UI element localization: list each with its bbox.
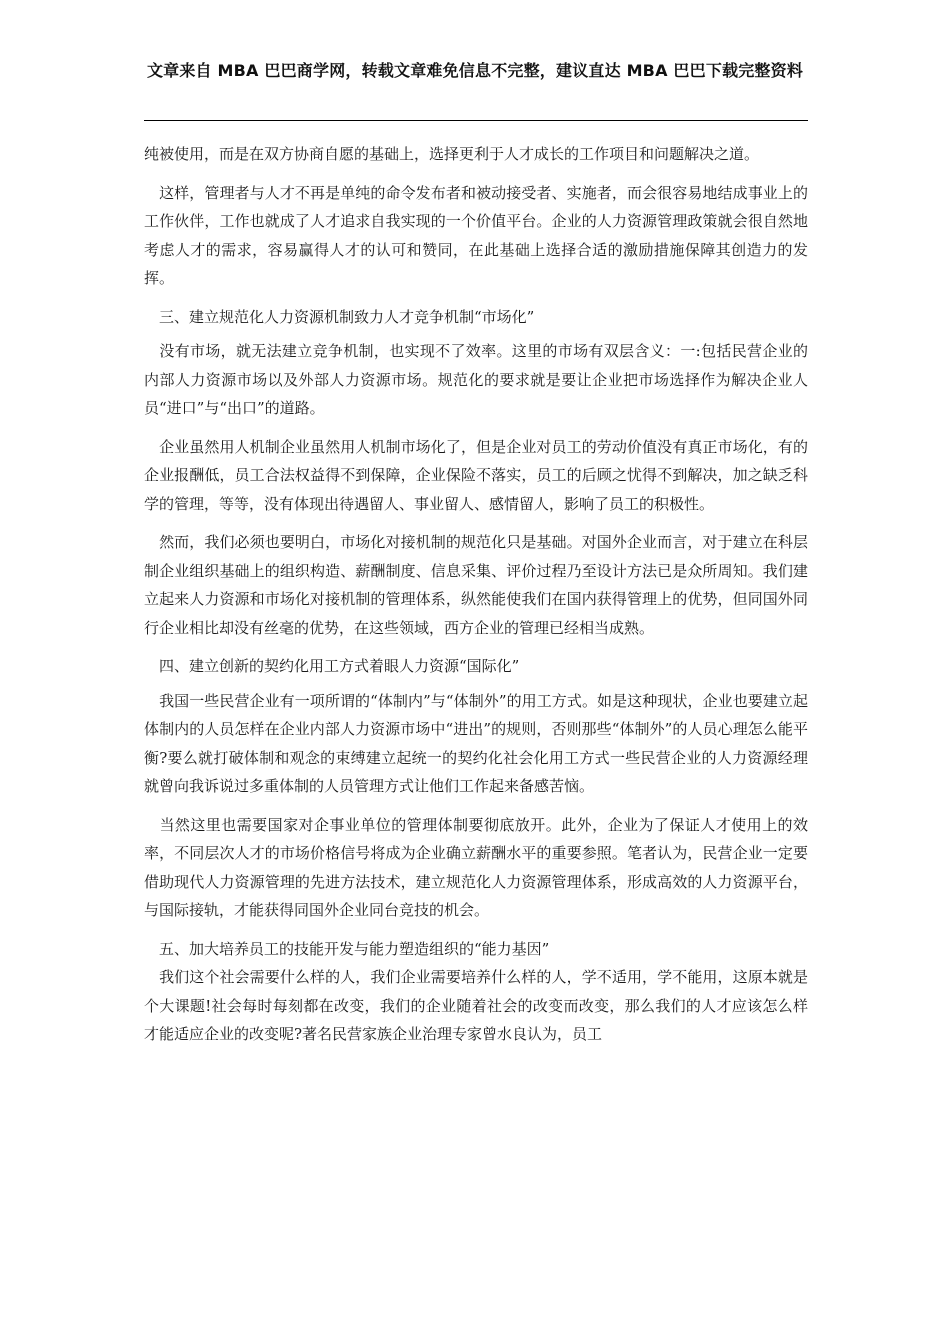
paragraph: 没有市场，就无法建立竞争机制，也实现不了效率。这里的市场有双层含义：一:包括民营企业的内部人力资源市场以及外部人力资源市场。规范化的要求就是要让企业把市场选择作为解决企业人员“进口”与“出口”的道路。	[144, 342, 808, 417]
section-heading: 三、建立规范化人力资源机制致力人才竞争机制“市场化”	[144, 307, 535, 326]
header-divider	[144, 120, 808, 121]
paragraph: 企业虽然用人机制企业虽然用人机制市场化了，但是企业对员工的劳动价值没有真正市场化，有的企业报酬低，员工合法权益得不到保障，企业保险不落实，员工的后顾之忧得不到解决，加之缺乏科学的管理，等等，没有体现出待遇留人、事业留人、感情留人，影响了员工的积极性。	[144, 437, 808, 513]
paragraph: 这样，管理者与人才不再是单纯的命令发布者和被动接受者、实施者，而会很容易地结成事业上的工作伙伴，工作也就成了人才追求自我实现的一个价值平台。企业的人力资源管理政策就会很自然地考虑人才的需求，容易赢得人才的认可和赞同，在此基础上选择合适的激励措施保障其创造力的发挥。	[144, 183, 808, 287]
paragraph: 然而，我们必须也要明白，市场化对接机制的规范化只是基础。对国外企业而言，对于建立在科层制企业组织基础上的组织构造、薪酬制度、信息采集、评价过程乃至设计方法已是众所周知。我们建立起来人力资源和市场化对接机制的管理体系，纵然能使我们在国内获得管理上的优势，但同国外同行企业相比却没有丝毫的优势，在这些领域，西方企业的管理已经相当成熟。	[144, 533, 808, 637]
source-banner: 文章来自 MBA 巴巴商学网，转载文章难免信息不完整，建议直达 MBA 巴巴下载完整资料	[146, 61, 804, 80]
paragraph: 当然这里也需要国家对企事业单位的管理体制要彻底放开。此外，企业为了保证人才使用上的效率，不同层次人才的市场价格信号将成为企业确立薪酬水平的重要参照。笔者认为，民营企业一定要借助现代人力资源管理的先进方法技术，建立规范化人力资源管理体系，形成高效的人力资源平台，与国际接轨，才能获得同国外企业同台竞技的机会。	[144, 815, 808, 919]
paragraph: 我国一些民营企业有一项所谓的“体制内”与“体制外”的用工方式。如是这种现状，企业也要建立起体制内的人员怎样在企业内部人力资源市场中“进出”的规则，否则那些“体制外”的人员心理怎么能平衡?要么就打破体制和观念的束缚建立起统一的契约化社会化用工方式一些民营企业的人力资源经理就曾向我诉说过多重体制的人员管理方式让他们工作起来备感苦恼。	[144, 691, 808, 795]
paragraph: 纯被使用，而是在双方协商自愿的基础上，选择更利于人才成长的工作项目和问题解决之道。	[144, 145, 760, 163]
paragraph: 我们这个社会需要什么样的人，我们企业需要培养什么样的人，学不适用，学不能用，这原本就是个大课题!社会每时每刻都在改变，我们的企业随着社会的改变而改变，那么我们的人才应该怎么样才能适应企业的改变呢?著名民营家族企业治理专家曾水良认为，员工	[144, 968, 808, 1043]
section-heading: 四、建立创新的契约化用工方式着眼人力资源“国际化”	[144, 657, 520, 675]
section-heading: 五、加大培养员工的技能开发与能力塑造组织的“能力基因”	[144, 939, 550, 958]
article-body	[144, 140, 808, 1059]
